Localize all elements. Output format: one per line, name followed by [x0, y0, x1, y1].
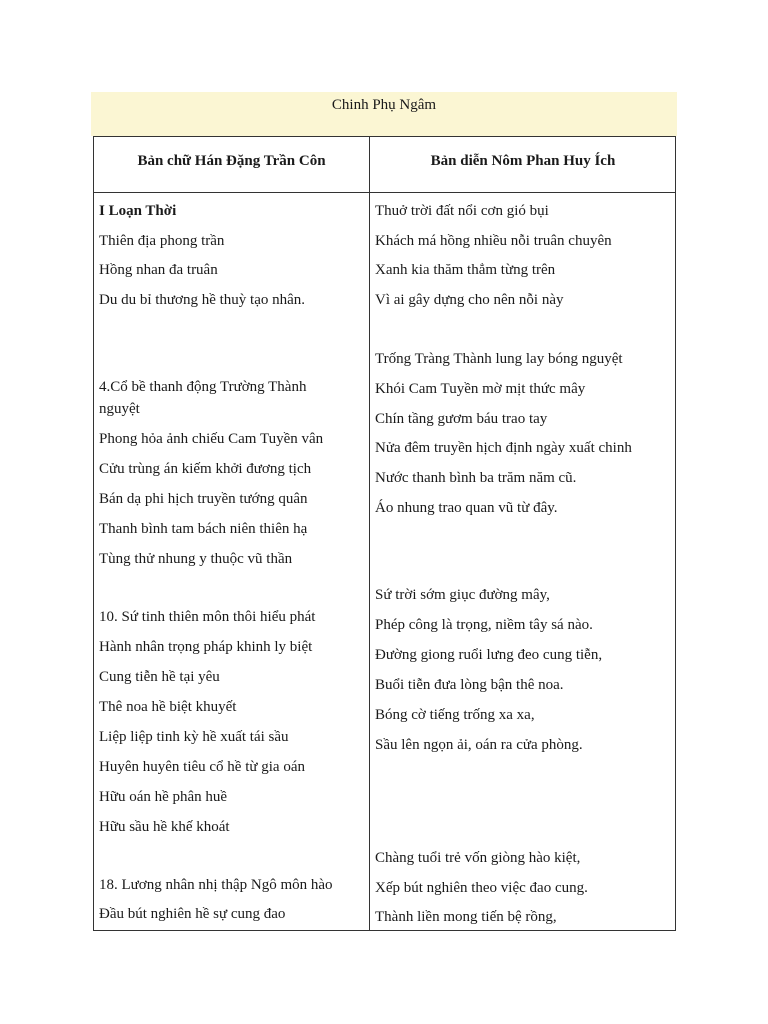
nom-line: Sầu lên ngọn ải, oán ra cửa phòng.	[375, 737, 583, 753]
han-line: Tùng thử nhung y thuộc vũ thần	[99, 551, 293, 567]
nom-line: Chàng tuổi trẻ vốn giòng hào kiệt,	[375, 850, 581, 866]
document-title: Chinh Phụ Ngâm	[331, 97, 437, 113]
header-nom-version: Bản diễn Nôm Phan Huy Ích	[430, 153, 616, 169]
han-line: Cung tiễn hề tại yêu	[99, 669, 220, 685]
han-line: Du du bỉ thương hề thuỳ tạo nhân.	[99, 292, 306, 308]
poem-table	[93, 136, 676, 931]
nom-line: Phép công là trọng, niềm tây sá nào.	[375, 617, 593, 633]
han-line: Thê noa hề biệt khuyết	[99, 699, 237, 715]
han-line: Cửu trùng án kiếm khởi đương tịch	[99, 461, 312, 477]
nom-line: Áo nhung trao quan vũ từ đây.	[375, 500, 558, 516]
nom-line: Xếp bút nghiên theo việc đao cung.	[375, 880, 588, 896]
nom-line: Khói Cam Tuyền mờ mịt thức mây	[375, 381, 586, 397]
han-line: Hữu sầu hề khế khoát	[99, 819, 230, 835]
han-line: nguyệt	[99, 401, 140, 417]
nom-line: Vì ai gây dựng cho nên nỗi này	[375, 292, 564, 308]
nom-line: Xanh kia thăm thẳm từng trên	[375, 262, 556, 278]
han-line: Phong hỏa ảnh chiếu Cam Tuyền vân	[99, 431, 324, 447]
nom-line: Sứ trời sớm giục đường mây,	[375, 587, 550, 603]
han-line: 18. Lương nhân nhị thập Ngô môn hào	[99, 877, 333, 893]
header-han-version: Bản chữ Hán Đặng Trần Côn	[137, 153, 326, 169]
han-line: Hữu oán hề phân huề	[99, 789, 228, 805]
section-heading: I Loạn Thời	[99, 203, 177, 219]
nom-line: Bóng cờ tiếng trống xa xa,	[375, 707, 535, 723]
nom-line: Chín tầng gươm báu trao tay	[375, 411, 548, 427]
header-divider	[94, 192, 675, 193]
han-line: Thiên địa phong trần	[99, 233, 225, 249]
title-band	[91, 92, 677, 136]
han-line: 10. Sứ tinh thiên môn thôi hiểu phát	[99, 609, 316, 625]
han-line: Bán dạ phi hịch truyền tướng quân	[99, 491, 308, 507]
han-line: Hành nhân trọng pháp khinh ly biệt	[99, 639, 313, 655]
nom-line: Thành liền mong tiến bệ rồng,	[375, 909, 557, 925]
han-line: Hồng nhan đa truân	[99, 262, 218, 278]
nom-line: Đường giong ruổi lưng đeo cung tiễn,	[375, 647, 603, 663]
nom-line: Thuở trời đất nổi cơn gió bụi	[375, 203, 549, 219]
han-line: Thanh bình tam bách niên thiên hạ	[99, 521, 308, 537]
nom-line: Khách má hồng nhiều nỗi truân chuyên	[375, 233, 612, 249]
han-line: Huyên huyên tiêu cổ hề từ gia oán	[99, 759, 305, 775]
han-line: Liệp liệp tinh kỳ hề xuất tái sầu	[99, 729, 289, 745]
nom-line: Nửa đêm truyền hịch định ngày xuất chinh	[375, 440, 632, 456]
nom-line: Trống Tràng Thành lung lay bóng nguyệt	[375, 351, 623, 367]
nom-line: Nước thanh bình ba trăm năm cũ.	[375, 470, 577, 486]
han-line: 4.Cổ bề thanh động Trường Thành	[99, 379, 307, 395]
nom-line: Buổi tiễn đưa lòng bận thê noa.	[375, 677, 564, 693]
column-divider	[369, 137, 370, 930]
han-line: Đầu bút nghiên hề sự cung đao	[99, 906, 286, 922]
